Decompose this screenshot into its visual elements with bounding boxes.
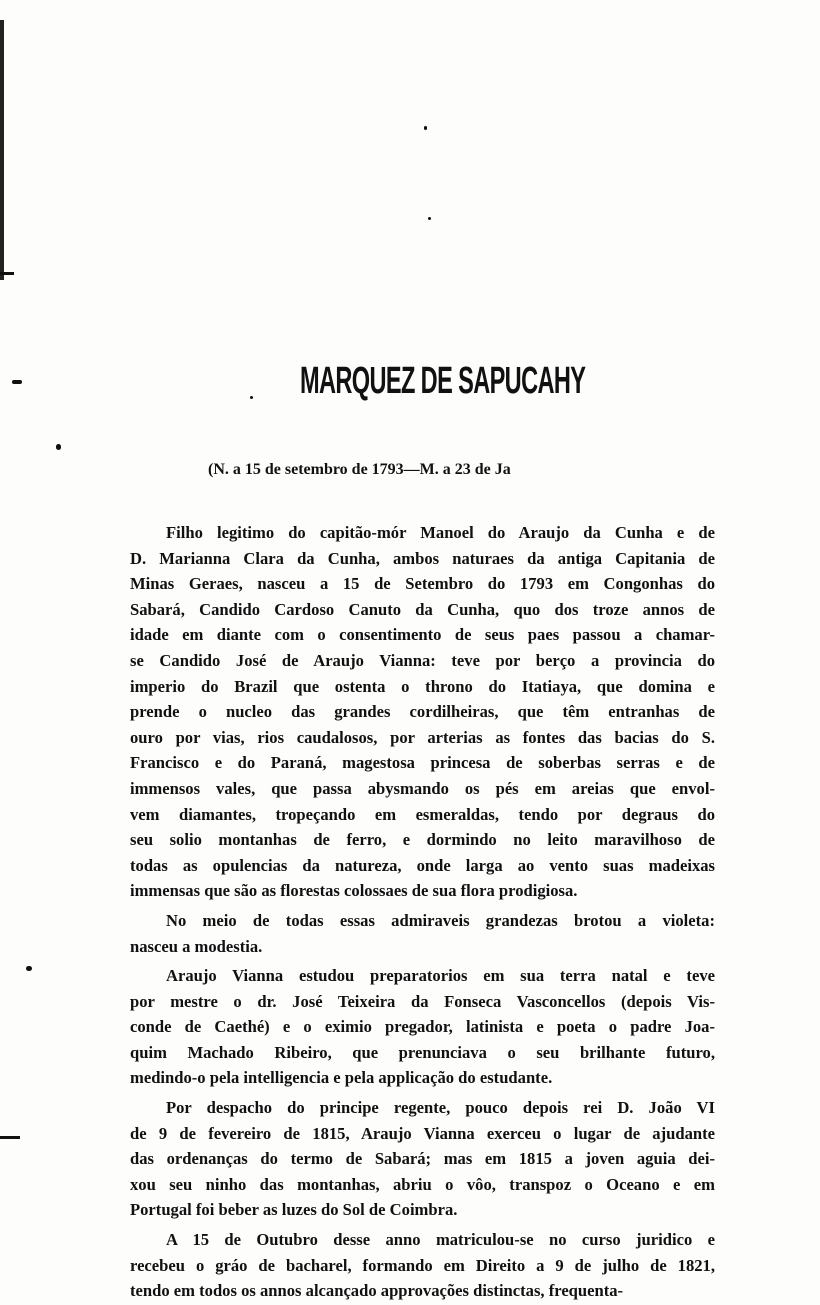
text-line: Sabará, Candido Cardoso Canuto da Cunha, quo dos troze annos de <box>130 599 715 619</box>
text-line: tendo em todos os annos alcançado approvações distinctas, frequenta- <box>130 1281 624 1301</box>
text-line: de 9 de fevereiro de 1815, Araujo Vianna exerceu o lugar de ajudante <box>130 1123 715 1143</box>
scan-edge-mark <box>0 272 14 275</box>
text-line: imperio do Brazil que ostenta o throno do Itatiaya, que domina e <box>130 676 715 696</box>
text-line: conde de Caethé) e o eximio pregador, latinista e poeta o padre Joa- <box>130 1017 715 1037</box>
text-line: nasceu a modestia. <box>130 936 263 956</box>
text-line: Francisco e do Paraná, magestosa princesa de soberbas serras e de <box>130 753 715 773</box>
text-line: Minas Geraes, nasceu a 15 de Setembro do 1793 em Congonhas do <box>130 574 715 594</box>
scan-speck <box>12 380 22 384</box>
paragraph <box>130 1227 715 1304</box>
scan-speck <box>428 217 431 220</box>
text-line: Portugal foi beber as luzes do Sol de Coimbra. <box>130 1200 458 1220</box>
text-line: todas as opulencias da natureza, onde larga ao vento suas madeixas <box>130 855 715 875</box>
scan-speck <box>56 444 61 450</box>
paragraph <box>130 963 715 1091</box>
text-line: quim Machado Ribeiro, que prenunciava o seu brilhante futuro, <box>130 1042 715 1062</box>
text-line: das ordenanças do termo de Sabará; mas em 1815 a joven aguia dei- <box>130 1149 715 1169</box>
text-line: se Candido José de Araujo Vianna: teve por berço a provincia do <box>130 650 715 670</box>
text-line: Por despacho do principe regente, pouco depois rei D. João VI <box>166 1098 715 1118</box>
text-line: No meio de todas essas admiraveis grandezas brotou a violeta: <box>166 910 715 930</box>
paragraph <box>130 520 715 904</box>
text-line: ouro por vias, rios caudalosos, por arterias as fontes das bacias do S. <box>130 727 715 747</box>
text-line: D. Marianna Clara da Cunha, ambos naturaes da antiga Capitania de <box>130 548 715 568</box>
scan-speck <box>250 396 253 399</box>
text-line: immensos vales, que passa abysmando os pés em areias que envol- <box>130 778 715 798</box>
paragraph <box>130 1095 715 1223</box>
text-line: immensas que são as florestas colossaes de sua flora prodigiosa. <box>130 881 578 901</box>
scan-speck <box>424 126 427 130</box>
scan-edge-mark <box>0 1136 20 1139</box>
text-line: Araujo Vianna estudou preparatorios em sua terra natal e teve <box>166 966 715 986</box>
text-line: Filho legitimo do capitão-mór Manoel do Araujo da Cunha e de <box>166 523 715 542</box>
text-line: vem diamantes, tropeçando em esmeraldas, tendo por degraus do <box>130 804 715 824</box>
body-text <box>130 520 715 1305</box>
scan-edge-mark <box>0 20 4 280</box>
text-line: xou seu ninho das montanhas, abriu o vôo, transpoz o Oceano e em <box>130 1174 715 1194</box>
text-line: A 15 de Outubro desse anno matriculou-se no curso juridico e <box>166 1230 715 1250</box>
text-line: medindo-o pela intelligencia e pela applicação do estudante. <box>130 1068 553 1088</box>
page-subtitle: (N. a 15 de setembro de 1793—M. a 23 de Ja <box>208 461 511 478</box>
scan-speck <box>26 966 32 971</box>
page-title: MARQUEZ DE SAPUCAHY <box>300 360 586 402</box>
paragraph <box>130 908 715 959</box>
text-line: prende o nucleo das grandes cordilheiras, que têm entranhas de <box>130 702 715 722</box>
text-line: por mestre o dr. José Teixeira da Fonseca Vasconcellos (depois Vis- <box>130 991 715 1011</box>
text-line: seu solio montanhas de ferro, e dormindo no leito maravilhoso de <box>130 830 715 850</box>
text-line: recebeu o gráo de bacharel, formando em Direito a 9 de julho de 1821, <box>130 1255 715 1275</box>
text-line: idade em diante com o consentimento de seus paes passou a chamar- <box>130 625 715 645</box>
